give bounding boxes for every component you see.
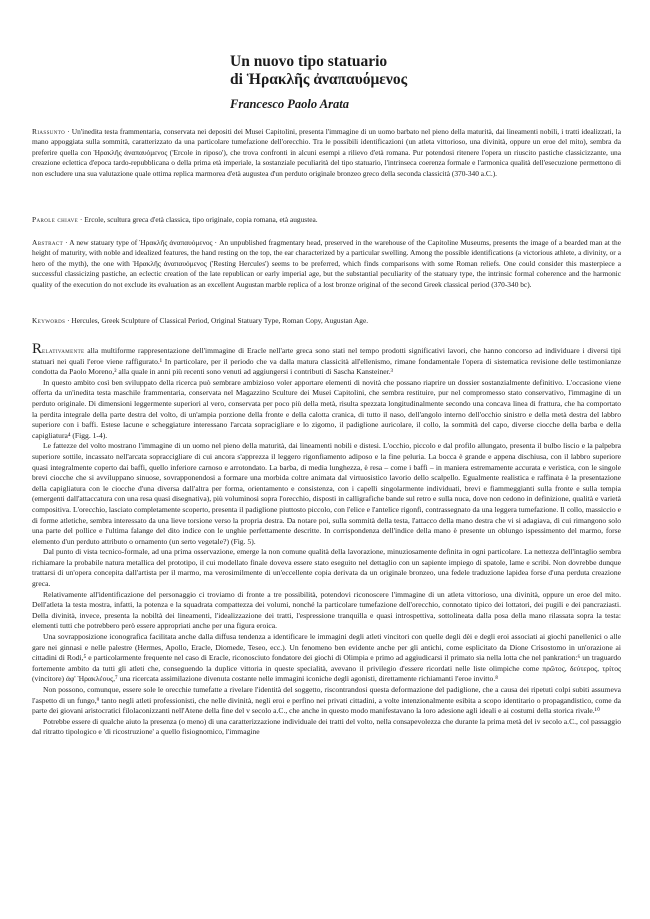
article-body [32,341,621,738]
article-title [230,53,610,89]
abstract-text: · A new statuary type of Ἡρακλῆς ἀναπαυόμενος · An unpublished fragmentary head, preserved in the warehouse of the Capitoline Museums, presents the image of a bearded man at the height of maturity, with noble and idealized features, the hand resting on the top, the ear characterized by a particular swelling. Among the possible identifications (a victorious athlete, a divinity, or a hero of the myth), the one with Ἡρακλῆς ἀναπαυόμενος ('Resting Hercules') seems to be preferred, which finds comparisons with some Roman reliefs. One could consider this masterpiece a successful classicizing pastiche, an eclectic creation of the late republican or early imperial age, but the substantial peculiarity of the statuary type, the intrinsic formal coherence and the harmonic quality of the execution do not exclude its evaluation as an excellent Augustan marble replica of a lost bronze original of the second Greek classical period (370-340 bc). [32,238,621,289]
abstract-label: Abstract [32,238,64,247]
parole-chiave-text: · Ercole, scultura greca d'età classica, tipo originale, copia romana, età augustea. [78,215,318,224]
keywords-text: · Hercules, Greek Sculpture of Classical Period, Original Statuary Type, Roman Copy, Augustan Age. [65,316,369,325]
lead-smallcaps: elativamente [42,346,85,355]
parole-chiave-label: Parole chiave [32,215,79,224]
body-paragraph-5: Relativamente all'identificazione del personaggio ci troviamo di fronte a tre possibilità, potendovi riconoscere l'immagine di un atleta vittorioso, una divinità, oppure un eroe del mito. Dell'atleta la testa mostra, infatti, la potenza e la squadrata compattezza dei volumi, nonché la particolare tumefazione dell'orecchio, connotato tipico dei lottatori, dei pugili e dei pancraziasti. Della divinità, invece, presenta la nobiltà dei lineamenti, l'idealizzazione dei tratti, l'espressione tranquilla e quasi introspettiva, sottolineata dalla posa della mano rilassata sopra la testa: elementi tutti che potrebbero però essere appropriati anche per una figura eroica. [32,589,621,631]
riassunto-paragraph [32,127,621,179]
body-paragraph-6: Una sovrapposizione iconografica facilitata anche dalla diffusa tendenza a identificare le immagini degli atleti vincitori con quelle degli dèi e degli eroi associati ai giochi panellenici o alle gare nei ginnasi e nelle palestre (Hermes, Apollo, Eracle, Diomede, Teseo, ecc.). Un fenomeno ben evidente anche per gli antichi, come esplicitato da Dione Crisostomo in un'orazione ai cittadini di Rodi,⁵ e particolarmente frequente nel caso di Eracle, riconosciuto fondatore dei giochi di Olimpia e primo ad aggiudicarsi il primato sia nella lotta che nel pankration:⁶ un traguardo fortemente ambito da tutti gli atleti che, conseguendo la duplice vittoria in queste specialità, avevano il privilegio d'essere ricordati nelle liste olimpiche come πρῶτος, δεύτερος, τρίτος (vincitore) ἀφ' Ἡρακλέους,⁷ una ricercata assimilazione divenuta costante nelle immagini iconiche degli agonisti, direttamente richiamanti l'eroe invitto.⁸ [32,632,621,684]
title-line-2: di Ἡρακλῆς ἀναπαυόμενος [230,71,408,88]
body-paragraph-1 [32,341,621,378]
body-paragraph-8: Potrebbe essere di qualche aiuto la presenza (o meno) di una caratterizzazione individuale dei tratti del volto, nella consapevolezza che durante la prima metà del iv secolo a.C., col passaggio dal ritratto tipologico e 'di ricostruzione' a quello fisiognomico, l'immagine [32,716,621,737]
parole-chiave-paragraph [32,215,621,225]
riassunto-text: · Un'inedita testa frammentaria, conservata nei depositi dei Musei Capitolini, presenta l'immagine di un uomo barbato nel pieno della maturità, dai lineamenti nobili, i tratti idealizzati, la mano appoggiata sulla sommità, caratterizzato da una particolare tumefazione dell'orecchio. Tra le possibili identificazioni (un atleta vittorioso, una divinità, oppure un eroe del mito), sembra da preferire quella con Ἡρακλῆς ἀναπαυόμενος ('Ercole in riposo'), che trova confronti in alcuni esempi a rilievo d'età romana. Pur potendosi ritenere l'opera un riuscito pastiche classicizzante, una creazione eclettica d'epoca tardo-repubblicana o della prima età imperiale, la sostanziale peculiarità del tipo statuario, l'intrinseca coerenza formale e l'armonica qualità dell'esecuzione permettono di non escludere una sua valutazione quale ottima replica marmorea d'età augustea d'un perduto originale bronzeo greco della seconda classicità (370-340 a.C.). [32,127,621,178]
title-line-1: Un nuovo tipo statuario [230,53,388,70]
riassunto-label: Riassunto [32,127,66,136]
body-paragraph-7: Non possono, comunque, essere sole le orecchie tumefatte a rivelare l'identità del soggetto, riscontrandosi questa deformazione del padiglione, che a causa dei ripetuti colpi subiti assumeva l'aspetto di un fungo,⁹ tanto negli atleti professionisti, che nelle divinità, negli eroi e perfino nei privati cittadini, a volte intenzionalmente esibita a scopo identitario o propagandistico, come da parte dei giovani aristocratici filolaconizzanti nell'Atene della fine del v secolo a.C., che anche in questo modo manifestavano la loro adesione agli ideali e ai costumi della storica rivale.¹⁰ [32,685,621,716]
body-paragraph-2: In questo ambito così ben sviluppato della ricerca può sembrare ambizioso voler apportare elementi di novità che possano riaprire un dossier sostanzialmente definitivo. L'occasione viene offerta da un'inedita testa maschile frammentaria, conservata nel Magazzino Sculture dei Musei Capitolini, che sembra restituire, pur nel compromesso stato conservativo, l'immagine di un perduto originale. Di dimensioni leggermente superiori al vero, conservata per poco più della metà, risulta spezzata longitudinalmente secondo una concava linea di frattura, che ha comportato la perdita integrale della parte destra del volto, di un'ampia porzione della fronte e della calotta cranica, di tutto il naso, dell'angolo interno dell'occhio sinistro e della metà destra del labbro superiore con i baffi. Estese lacune e scheggiature interessano l'arcata sopracigliare e lo zigomo, il padiglione auricolare, il collo, la sommità del capo, diverse ciocche della barba e della capigliatura⁴ (Figg. 1-4). [32,377,621,440]
body-paragraph-4: Dal punto di vista tecnico-formale, ad una prima osservazione, emerge la non comune qualità della lavorazione, minuziosamente definita in ogni particolare. La nettezza dell'intaglio sembra richiamare la probabile natura metallica del prototipo, il cui modellato finale doveva essere stato eseguito nel dettaglio con un sapiente impiego di spatole, lame e scribi. Non dovrebbe dunque trattarsi di un'opera concepita dall'artista per il marmo, ma verosimilmente di un'eccellente copia derivata da un originale bronzeo, una fedele traduzione lapidea forse d'una perduta creazione greca. [32,547,621,589]
keywords-label: Keywords [32,316,66,325]
body-paragraph-1-text: alla multiforme rappresentazione dell'immagine di Eracle nell'arte greca sono stati nel tempo prodotti significativi lavori, che hanno concorso ad individuare i diversi tipi statuari nei quali l'eroe viene raffigurato.¹ In particolare, per il periodo che va dalla matura classicità all'ellenismo, rimane fondamentale l'opera di sistematica revisione delle testimonianze condotta da Paolo Moreno,² alla quale in anni più recenti sono venuti ad aggiungersi i contributi di Sascha Kansteiner.³ [32,346,621,377]
body-paragraph-3: Le fattezze del volto mostrano l'immagine di un uomo nel pieno della maturità, dai lineamenti nobili e distesi. L'occhio, piccolo e dal profilo allungato, presenta il bulbo liscio e la palpebra superiore sottile, incassato nell'arcata sopraccigliare di cui ancora s'apprezza il leggero rigonfiamento adiposo e la fine peluria. La bocca è grande e appena dischiusa, con il labbro superiore quasi integralmente coperto dai baffi, quello inferiore carnoso e arrotondato. La barba, di media lunghezza, è resa – come i baffi – in maniera estremamente accurata e veristica, con le singole brevi ciocche che si avviluppano sinuose, sovrapponendosi a formare una morbida coltre animata dal virtuosistico lavorio dello scalpello. Egualmente realistica e raffinata è la presentazione della capigliatura con le ciocche d'una diversa dall'altra per forma, orientamento e consistenza, con i capelli singolarmente individuati, brevi e fiammeggianti sulla fronte e sulla tempia (emergenti dall'attaccatura con una resa quasi disegnativa), più voluminosi sopra l'orecchio, disposti in calligrafiche bande sul retro e sulla nuca, dove non cedono in definizione, qualità e varietà compositiva. L'orecchio, lasciato completamente scoperto, presenta il padiglione piuttosto piccolo, con l'elice e l'antelice rigonfi, contrassegnato da una leggera tumefazione. Il collo, massiccio e di forme atletiche, sembra interessato da una lieve torsione verso la propria destra. Da notare poi, sulla sommità della testa, l'attacco della mano destra che vi si adagiava, di cui rimangono solo una parte del pollice e l'ultima falange del dito indice con le unghie perfettamente descritte. In corrispondenza dell'indice della mano è presente un oblungo ispessimento del marmo, forse elemento d'un perduto attributo o ornamento (un serto vegetale?) (Fig. 5). [32,441,621,546]
title-block [230,53,610,112]
abstract-paragraph [32,238,621,290]
drop-cap: R [32,341,43,357]
keywords-paragraph [32,316,621,326]
article-author: Francesco Paolo Arata [230,97,349,111]
